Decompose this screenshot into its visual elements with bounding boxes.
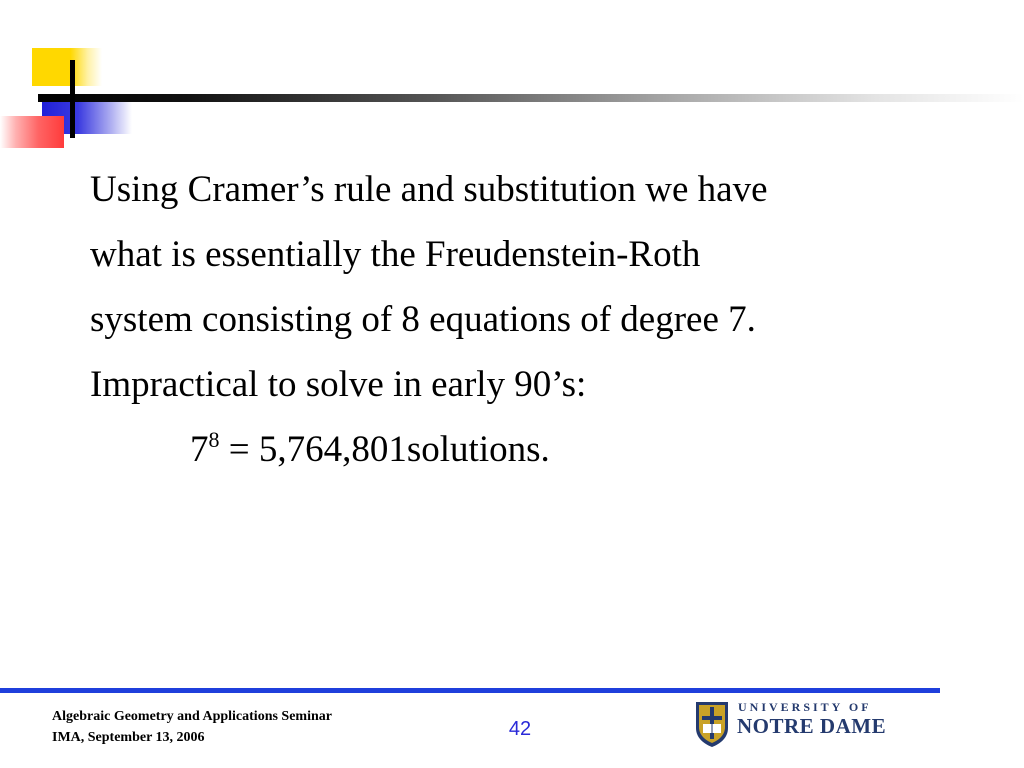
formula-base: 7	[190, 429, 209, 470]
logo-text-main: NOTRE DAME	[737, 714, 887, 738]
shield-icon	[694, 700, 730, 748]
header-rule	[38, 94, 1024, 102]
body-line: Using Cramer’s rule and substitution we have	[90, 169, 768, 210]
body-line: Impractical to solve in early 90’s:	[90, 364, 587, 405]
slide-number: 42	[508, 718, 532, 740]
formula-exponent: 8	[208, 427, 220, 452]
footer-info	[52, 706, 332, 748]
university-logo	[694, 700, 894, 750]
corner-red-block	[0, 116, 64, 148]
formula-line	[90, 417, 990, 482]
corner-yellow-block	[32, 48, 102, 86]
slide-body	[90, 157, 990, 482]
footer-date: IMA, September 13, 2006	[52, 730, 205, 745]
body-line: what is essentially the Freudenstein-Roth	[90, 234, 701, 275]
logo-text-top: UNIVERSITY OF	[738, 700, 872, 714]
footer-rule	[0, 688, 940, 693]
footer-seminar: Algebraic Geometry and Applications Seminar	[52, 709, 332, 724]
formula-rest: = 5,764,801solutions.	[219, 429, 550, 470]
corner-vertical-rule	[70, 60, 75, 138]
body-line: system consisting of 8 equations of degree 7.	[90, 299, 756, 340]
